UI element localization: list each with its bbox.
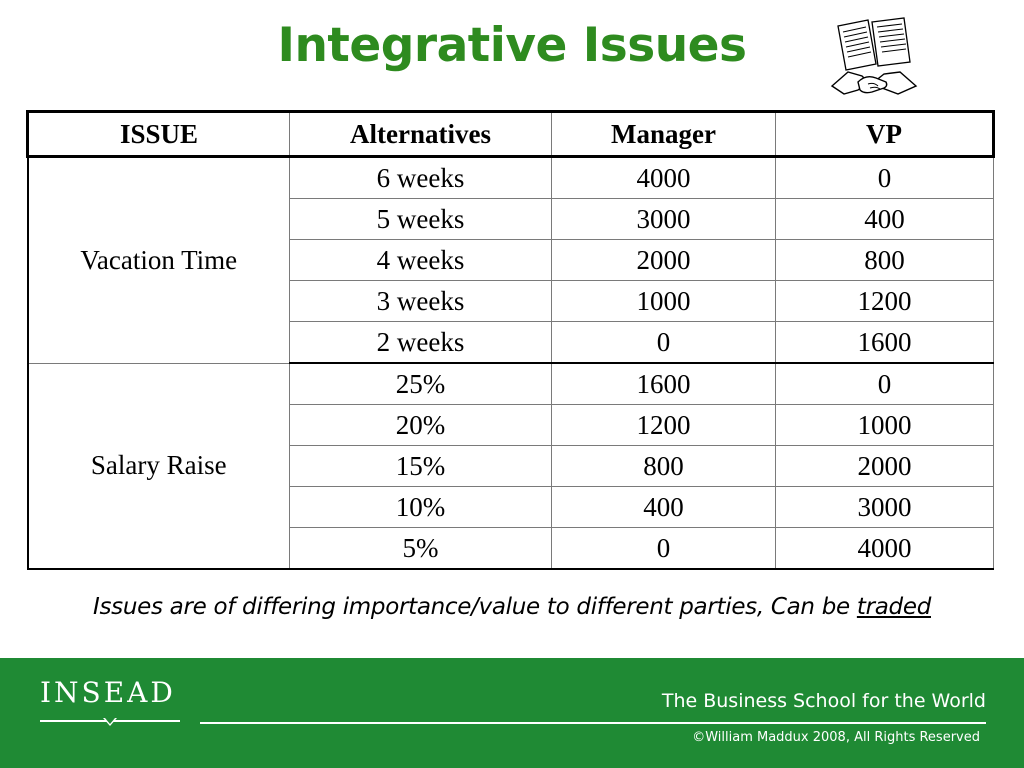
vp-cell: 0 <box>776 157 994 199</box>
header-issue: ISSUE <box>28 112 290 157</box>
vp-cell: 0 <box>776 363 994 405</box>
vp-cell: 1200 <box>776 281 994 322</box>
vp-cell: 800 <box>776 240 994 281</box>
alt-cell: 6 weeks <box>290 157 552 199</box>
alt-cell: 15% <box>290 446 552 487</box>
table-row <box>28 157 994 199</box>
table-header-row <box>28 112 994 157</box>
header-manager: Manager <box>552 112 776 157</box>
manager-cell: 4000 <box>552 157 776 199</box>
issues-table <box>26 110 995 570</box>
alt-cell: 2 weeks <box>290 322 552 364</box>
note-emphasis-text: traded <box>856 594 931 620</box>
manager-cell: 1000 <box>552 281 776 322</box>
alt-cell: 25% <box>290 363 552 405</box>
header-alternatives: Alternatives <box>290 112 552 157</box>
vp-cell: 1600 <box>776 322 994 364</box>
header-vp: VP <box>776 112 994 157</box>
alt-cell: 5 weeks <box>290 199 552 240</box>
manager-cell: 0 <box>552 528 776 570</box>
manager-cell: 3000 <box>552 199 776 240</box>
issue-cell-salary: Salary Raise <box>28 363 290 569</box>
vp-cell: 4000 <box>776 528 994 570</box>
alt-cell: 4 weeks <box>290 240 552 281</box>
footer-divider <box>200 722 986 724</box>
manager-cell: 0 <box>552 322 776 364</box>
issue-cell-vacation: Vacation Time <box>28 157 290 364</box>
table-row <box>28 363 994 405</box>
handshake-contract-icon <box>828 16 920 100</box>
slide-note <box>0 594 1024 620</box>
footer-copyright: ©William Maddux 2008, All Rights Reserved <box>692 730 980 745</box>
logo-chevron-inner <box>105 718 115 724</box>
note-main-text: Issues are of differing importance/value to different parties, Can be <box>92 594 857 620</box>
insead-logo: INSEAD <box>40 676 176 709</box>
vp-cell: 3000 <box>776 487 994 528</box>
vp-cell: 1000 <box>776 405 994 446</box>
manager-cell: 1200 <box>552 405 776 446</box>
footer-bar <box>0 658 1024 768</box>
vp-cell: 400 <box>776 199 994 240</box>
manager-cell: 400 <box>552 487 776 528</box>
alt-cell: 10% <box>290 487 552 528</box>
vp-cell: 2000 <box>776 446 994 487</box>
alt-cell: 5% <box>290 528 552 570</box>
manager-cell: 800 <box>552 446 776 487</box>
slide-title: Integrative Issues <box>277 18 747 73</box>
footer-tagline: The Business School for the World <box>661 690 986 712</box>
manager-cell: 1600 <box>552 363 776 405</box>
alt-cell: 20% <box>290 405 552 446</box>
alt-cell: 3 weeks <box>290 281 552 322</box>
manager-cell: 2000 <box>552 240 776 281</box>
